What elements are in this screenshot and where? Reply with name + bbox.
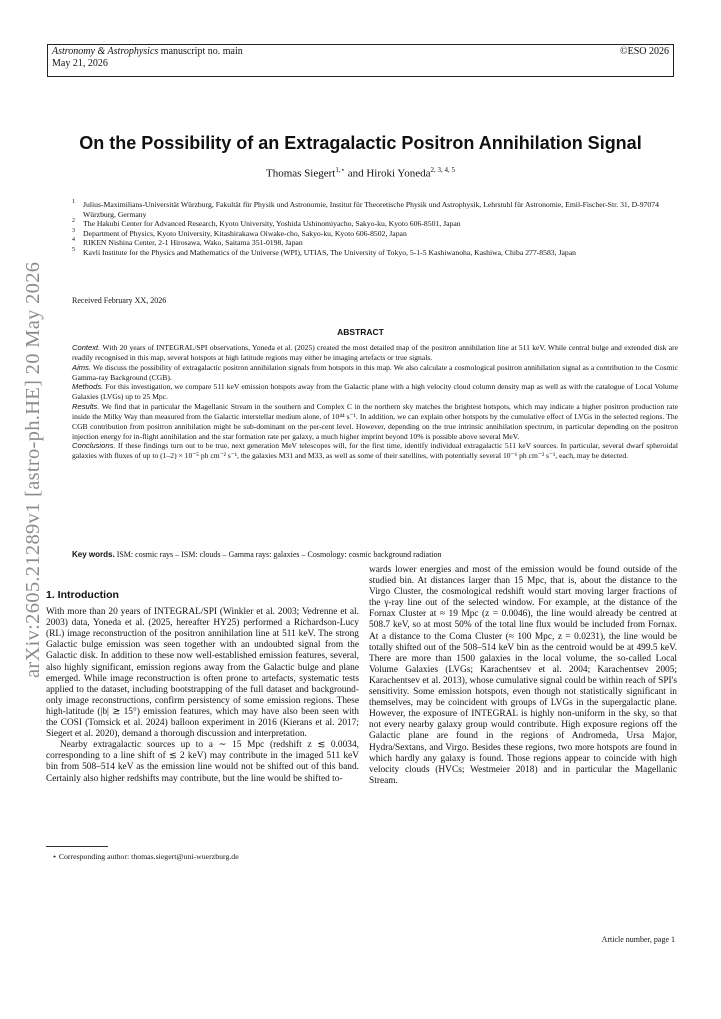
header-date: May 21, 2026 [52, 58, 108, 69]
author-name: Hiroki Yoneda [366, 167, 431, 180]
journal-header [47, 44, 674, 77]
paper-title: On the Possibility of an Extragalactic Positron Annihilation Signal [79, 133, 642, 153]
abstract-paragraph [72, 343, 678, 363]
arxiv-stamp: arXiv:2605.21289v1 [astro-ph.HE] 20 May 2026 [22, 261, 44, 678]
abstract-label: Methods. [72, 382, 104, 392]
affiliation-number: 3 [72, 227, 75, 234]
page-footer: Article number, page 1 [601, 935, 675, 944]
affiliation-item [72, 229, 677, 239]
author-name: Thomas Siegert [265, 167, 336, 180]
abstract-label: Conclusions. [72, 441, 116, 451]
affiliation-text: Julius-Maximilians-Universität Würzburg, Fakultät für Physik und Astronomie, Institut für Theoretische Physik und Astrophysik, Lehrstuhl für Astronomie, Emil-Fischer-Str. 31, D-97074 Würzburg, Germany [83, 200, 659, 219]
journal-name: Astronomy & Astrophysics [52, 46, 159, 57]
abstract-text: We find that in particular the Magellanic Stream in the southern and Complex C in the northern sky matches the brightest hotspots, which may indicate a higher positron production rate inside the Milky Way than measured from the Galactic interstellar medium alone, of 10⁴⁴ s⁻¹. In addition, we can explain other hotspots by the cumulative effect of LVGs in the selected regions. The CGB contribution from positron annihilation might be sub-dominant on the per-cent level. However, depending on the true intrinsic annihilation spectrum, in particular depending on the positron injection energy for in-flight annihilation and the star formation rate per galaxy, a much higher imprint beyond 10% is possible above several MeV. [72, 402, 678, 441]
footnote-rule [46, 846, 108, 847]
author-affil-sup: 1,⋆ [335, 166, 345, 174]
abstract-label: Results. [72, 402, 100, 412]
abstract-heading: ABSTRACT [337, 327, 384, 337]
abstract [72, 343, 678, 461]
affiliation-text: The Hakubi Center for Advanced Research, Kyoto University, Yoshida Ushinomiyacho, Sakyo-ku, Kyoto 606-8501, Japan [83, 219, 461, 229]
abstract-paragraph [72, 402, 678, 441]
affiliation-item [72, 248, 677, 258]
abstract-text: We discuss the possibility of extragalactic positron annihilation signals from hotspots in this map. We also calculate a cosmological positron annihilation signal as a contribution to the Cosmic Gamma-ray Background (CGB). [72, 362, 678, 382]
footnote: ⋆ Corresponding author: thomas.siegert@uni-wuerzburg.de [52, 852, 239, 861]
body-paragraph: With more than 20 years of INTEGRAL/SPI (Winkler et al. 2003; Vedrenne et al. 2003) data, Yoneda et al. (2025, hereafter HY25) performed a Richardson-Lucy (RL) image reconstruction of the positron annihilation line at 511 keV. The strong Galactic bulge emission was seen together with an undoubted signal from the Galactic disk. In addition to these now well-established emission features, several, also highly significant, emission regions away from the Galactic bulge and plane emerged. While image reconstruction is often prone to artefacts, systematic tests applied to the dataset, including bootstrapping of the full dataset and background-only image reconstructions, confirm persistency of some emission regions. These high-latitude (|b| ≳ 15°) emission features, which may have also been seen with the COSI (Tomsick et al. 2024) balloon experiment in 2016 (Kierans et al. 2017; Siegert et al. 2020), demand a thorough discussion and interpretation. [46, 607, 359, 740]
abstract-text: With 20 years of INTEGRAL/SPI observations, Yoneda et al. (2025) created the most detailed map of the positron annihilation line at 511 keV. While central bulge and extended disk are readily recognised in this map, several hotspots at high latitude regions may either be imaging artefacts or true signals. [72, 343, 678, 362]
copyright: ©ESO 2026 [620, 46, 669, 57]
abstract-text: If these findings turn out to be true, next generation MeV telescopes will, for the first time, identify individual extragalactic 511 keV sources. In particular, several dwarf spheroidal galaxies with fluxes of up to (1–2) × 10⁻⁵ ph cm⁻² s⁻¹, the galaxies M31 and M33, as well as some of their satellites, with potentially several 10⁻⁶ ph cm⁻² s⁻¹, each, may be detected. [72, 441, 678, 461]
abstract-paragraph [72, 363, 678, 383]
author-list [0, 166, 721, 180]
affiliation-number: 2 [72, 218, 75, 225]
affiliations [72, 200, 677, 258]
received-date: Received February XX, 2026 [72, 296, 167, 305]
author-conjunction: and [347, 167, 364, 180]
body-paragraph: Nearby extragalactic sources up to a ∼ 15 Mpc (redshift z ≲ 0.0034, corresponding to a line shift of ≲ 2 keV) may contribute in the imaged 511 keV bin from 508–514 keV as the emission line would not be shifted out of this band. Certainly also higher redshifts may contribute, but the line would be shifted to- [46, 740, 359, 784]
abstract-paragraph [72, 382, 678, 402]
left-column [46, 590, 359, 785]
affiliation-number: 1 [72, 199, 75, 205]
affiliation-item [72, 219, 677, 229]
keywords [72, 550, 678, 559]
body-paragraph: wards lower energies and most of the emission would be found outside of the studied bin. At distances larger than 15 Mpc, that is, about the distance to the Virgo Cluster, the cosmological redshift would start moving larger fractions of the γ-ray line out of the selected window. For example, at the distance of the Fornax Cluster at ≈ 19 Mpc (z = 0.0046), the line would already be centred at 508.7 keV, so at most 50% of the total line flux would be included from Fornax. At a distance to the Coma Cluster (≈ 100 Mpc, z = 0.0231), the line would be totally shifted out of the 508–514 keV bin as the centroid would be at 499.5 keV. There are more than 1500 galaxies in the local volume, the so-called Local Volume Galaxies (LVGs; Karachentsev et al. 2004; Karachentsev 2005; Karachentsev et al. 2013), whose cumulative signal could be within reach of SPI's sensitivity. Some emission hotspots, even though not statistically significant in themselves, may be coincident with groups of LVGs in the supergalactic plane. However, the exposure of INTEGRAL is highly non-uniform in the sky, so that not every nearby galaxy group would contribute. High exposure regions off the Galactic plane are found in the regions of Andromeda, Ursa Major, Hydra/Sextans, and Virgo. Besides these regions, two more hotspots are found in which hardly any galaxy is found. Those regions appear to coincide with high velocity clouds (HVCs; Westmeier 2018) and in particular the Magellanic Stream. [369, 565, 677, 786]
author-affil-sup: 2, 3, 4, 5 [430, 166, 456, 174]
keywords-text: ISM: cosmic rays – ISM: clouds – Gamma rays: galaxies – Cosmology: cosmic background radiation [116, 550, 442, 559]
header-left [52, 46, 243, 70]
keywords-label: Key words. [72, 550, 115, 559]
affiliation-number: 5 [72, 246, 75, 253]
affiliation-number: 4 [72, 237, 75, 244]
affiliation-item [72, 200, 677, 219]
manuscript-number: manuscript no. main [160, 46, 243, 57]
affiliation-text: RIKEN Nishina Center, 2-1 Hirosawa, Wako, Saitama 351-0198, Japan [83, 238, 303, 248]
abstract-label: Aims. [72, 362, 91, 372]
affiliation-text: Kavli Institute for the Physics and Mathematics of the Universe (WPI), UTIAS, The University of Tokyo, 5-1-5 Kashiwanoha, Kashiwa, Chiba 277-8583, Japan [83, 247, 577, 257]
affiliation-text: Department of Physics, Kyoto University, Kitashirakawa Oiwake-cho, Sakyo-ku, Kyoto 606-8502, Japan [83, 228, 407, 238]
abstract-text: For this investigation, we compare 511 keV emission hotspots away from the Galactic plane with a high velocity cloud column density map as well as with the catalogue of Local Volume Galaxies (LVGs) up to 25 Mpc. [72, 382, 678, 402]
abstract-paragraph [72, 441, 678, 461]
abstract-label: Context. [72, 343, 101, 352]
right-column [369, 565, 677, 787]
affiliation-item [72, 238, 677, 248]
section-heading: 1. Introduction [46, 589, 119, 601]
